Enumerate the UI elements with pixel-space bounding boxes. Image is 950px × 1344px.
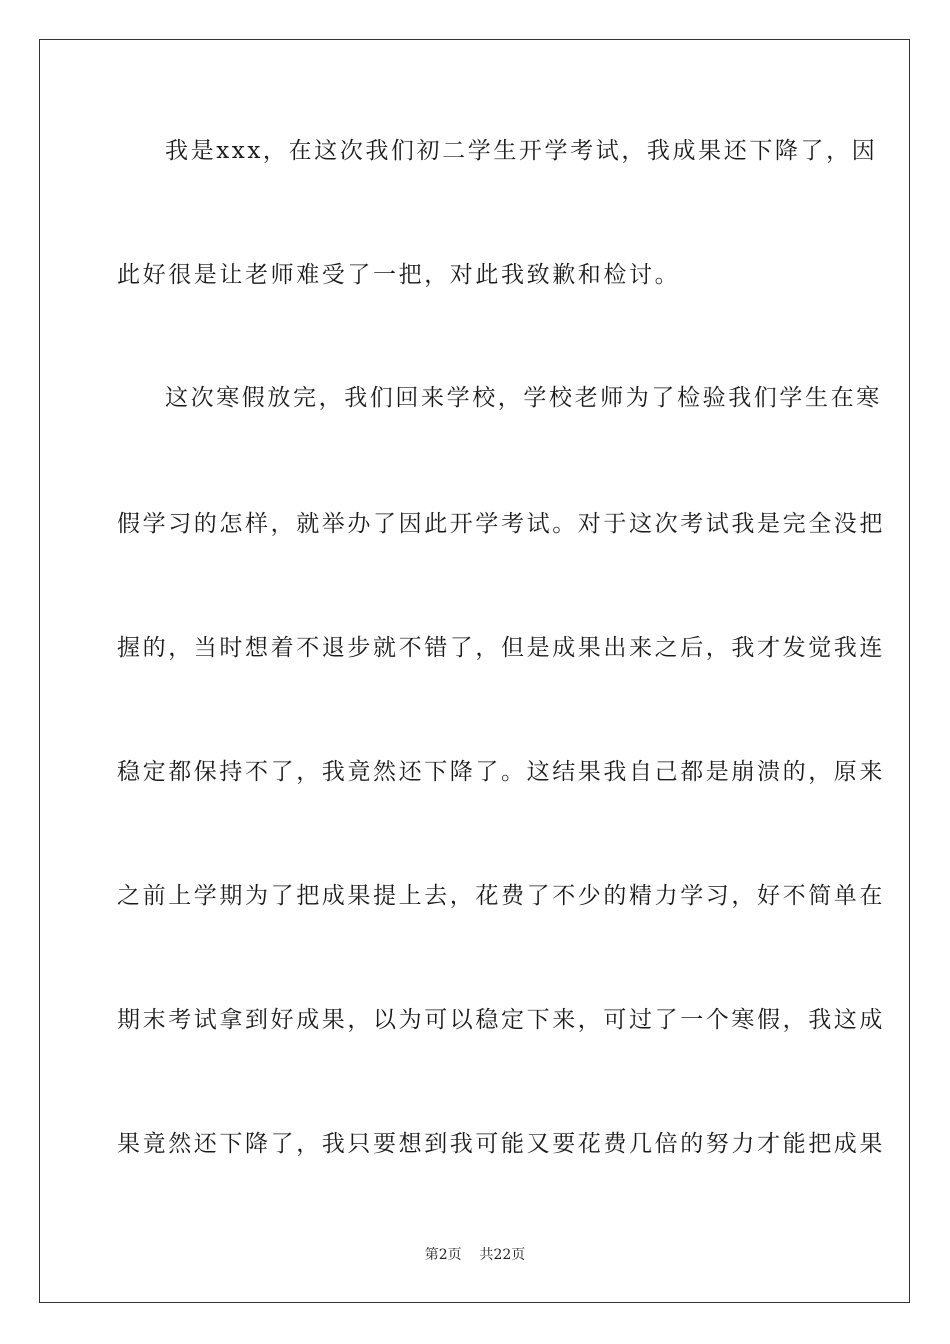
paragraph-2-line-7: 果竟然还下降了，我只要想到我可能又要花费几倍的努力才能把成果 xyxy=(117,1131,885,1157)
page-total: 共22页 xyxy=(479,1247,526,1263)
page-footer xyxy=(0,1245,950,1265)
paragraph-2-line-6: 期末考试拿到好成果，以为可以稳定下来，可过了一个寒假，我这成 xyxy=(117,1007,885,1033)
paragraph-2-line-1: 这次寒假放完，我们回来学校，学校老师为了检验我们学生在寒 xyxy=(165,385,882,411)
paragraph-2-line-4: 稳定都保持不了，我竟然还下降了。这结果我自己都是崩溃的，原来 xyxy=(117,759,885,785)
page-number: 第2页 xyxy=(424,1247,462,1263)
page-border xyxy=(39,39,910,1303)
paragraph-1-line-2: 此好很是让老师难受了一把，对此我致歉和检讨。 xyxy=(117,262,681,288)
paragraph-2-line-3: 握的，当时想着不退步就不错了，但是成果出来之后，我才发觉我连 xyxy=(117,635,885,661)
paragraph-2-line-5: 之前上学期为了把成果提上去，花费了不少的精力学习，好不简单在 xyxy=(117,883,885,909)
paragraph-1-line-1: 我是xxx，在这次我们初二学生开学考试，我成果还下降了，因 xyxy=(165,138,878,164)
paragraph-2-line-2: 假学习的怎样，就举办了因此开学考试。对于这次考试我是完全没把 xyxy=(117,511,885,537)
